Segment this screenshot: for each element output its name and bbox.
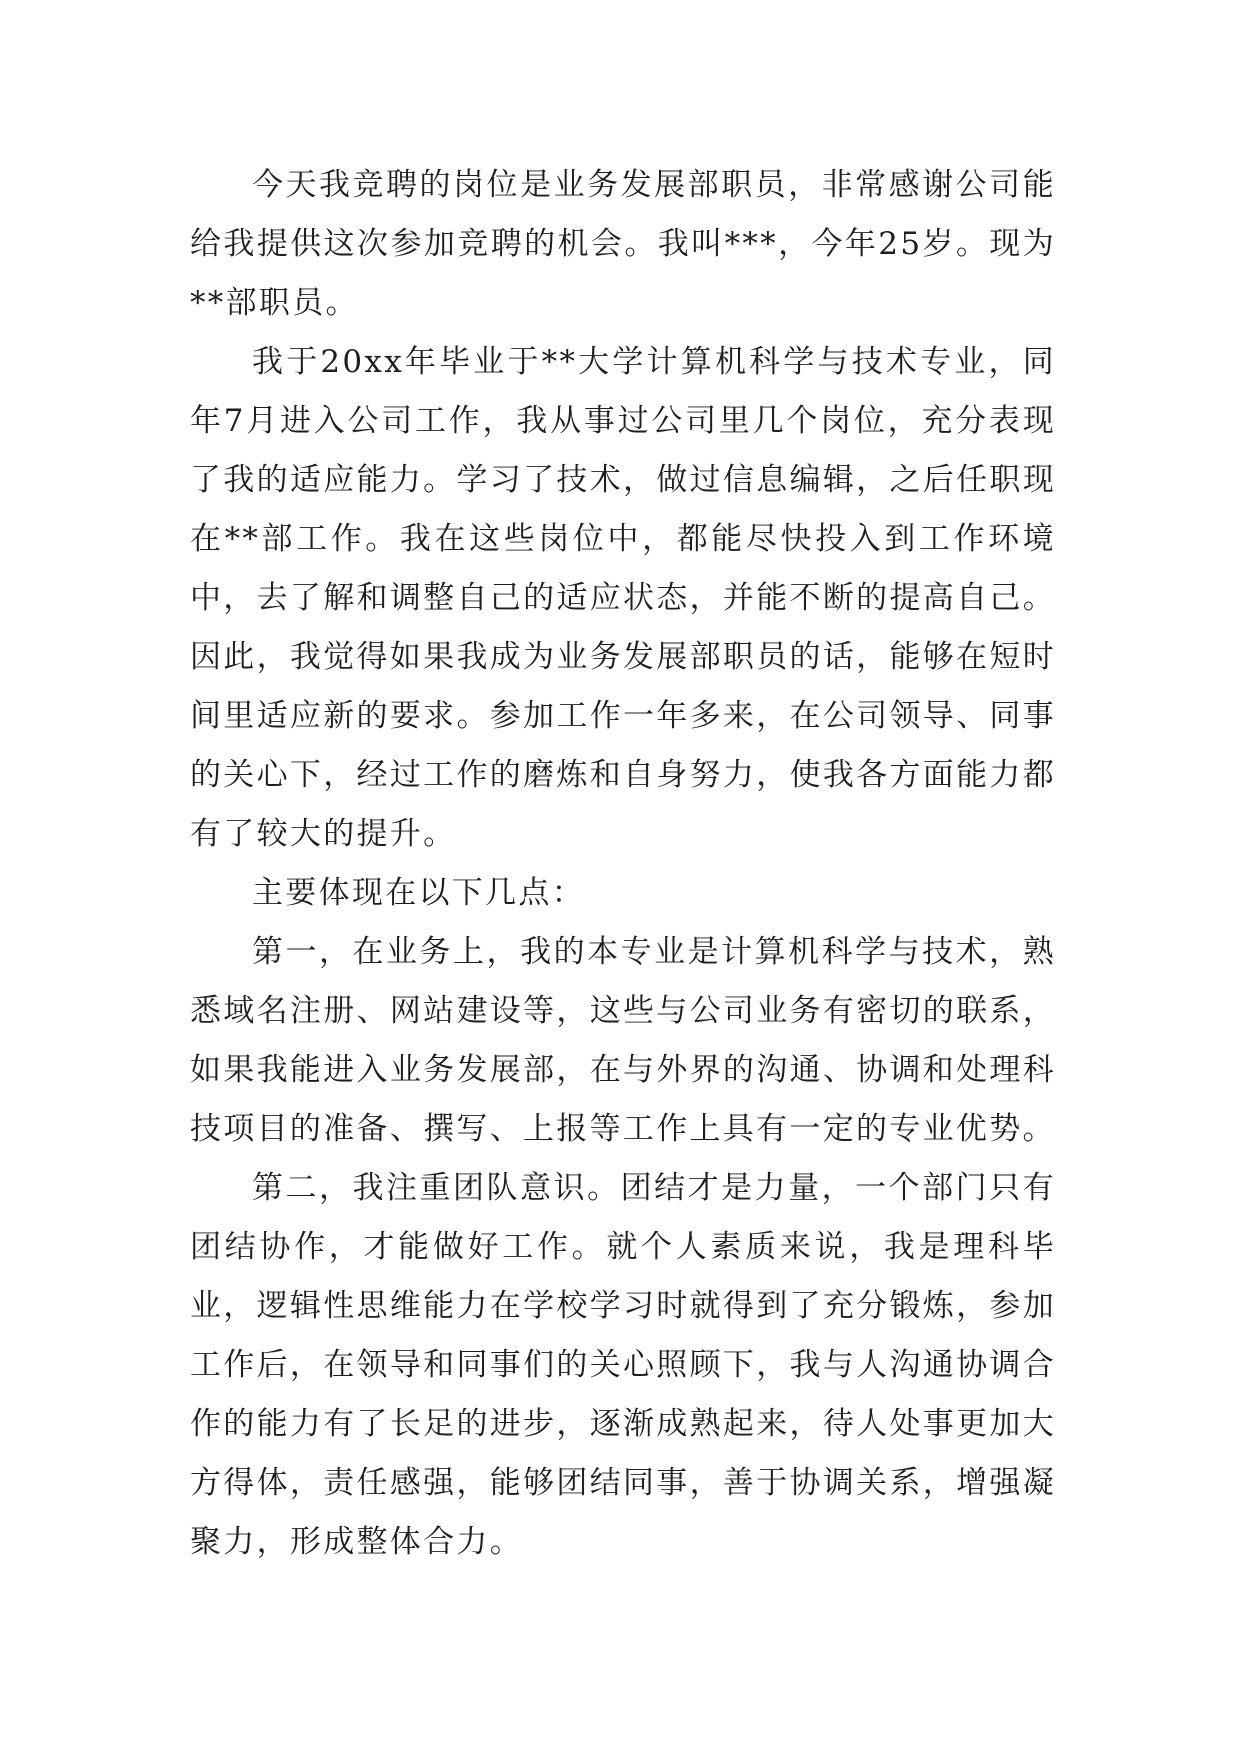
paragraph-background: 我于20xx年毕业于**大学计算机科学与技术专业，同年7月进入公司工作，我从事过公司里几个岗位，充分表现了我的适应能力。学习了技术，做过信息编辑，之后任职现在**部工作。我在这些岗位中，都能尽快投入到工作环境中，去了解和调整自己的适应状态，并能不断的提高自己。因此，我觉得如果我成为业务发展部职员的话，能够在短时间里适应新的要求。参加工作一年多来，在公司领导、同事的关心下，经过工作的磨炼和自身努力，使我各方面能力都有了较大的提升。 bbox=[190, 344, 1056, 852]
paragraph-point-two: 第二，我注重团队意识。团结才是力量，一个部门只有团结协作，才能做好工作。就个人素质来说，我是理科毕业，逻辑性思维能力在学校学习时就得到了充分锻炼，参加工作后，在领导和同事们的关心照顾下，我与人沟通协调合作的能力有了长足的进步，逐渐成熟起来，待人处事更加大方得体，责任感强，能够团结同事，善于协调关系，增强凝聚力，形成整体合力。 bbox=[190, 1170, 1056, 1560]
paragraph-main-points: 主要体现在以下几点： bbox=[252, 875, 585, 911]
document-body bbox=[190, 156, 1056, 1572]
paragraph-point-one: 第一，在业务上，我的本专业是计算机科学与技术，熟悉域名注册、网站建设等，这些与公司业务有密切的联系，如果我能进入业务发展部，在与外界的沟通、协调和处理科技项目的准备、撰写、上报等工作上具有一定的专业优势。 bbox=[190, 934, 1056, 1147]
paragraph-intro: 今天我竞聘的岗位是业务发展部职员，非常感谢公司能给我提供这次参加竞聘的机会。我叫***，今年25岁。现为**部职员。 bbox=[190, 167, 1056, 321]
